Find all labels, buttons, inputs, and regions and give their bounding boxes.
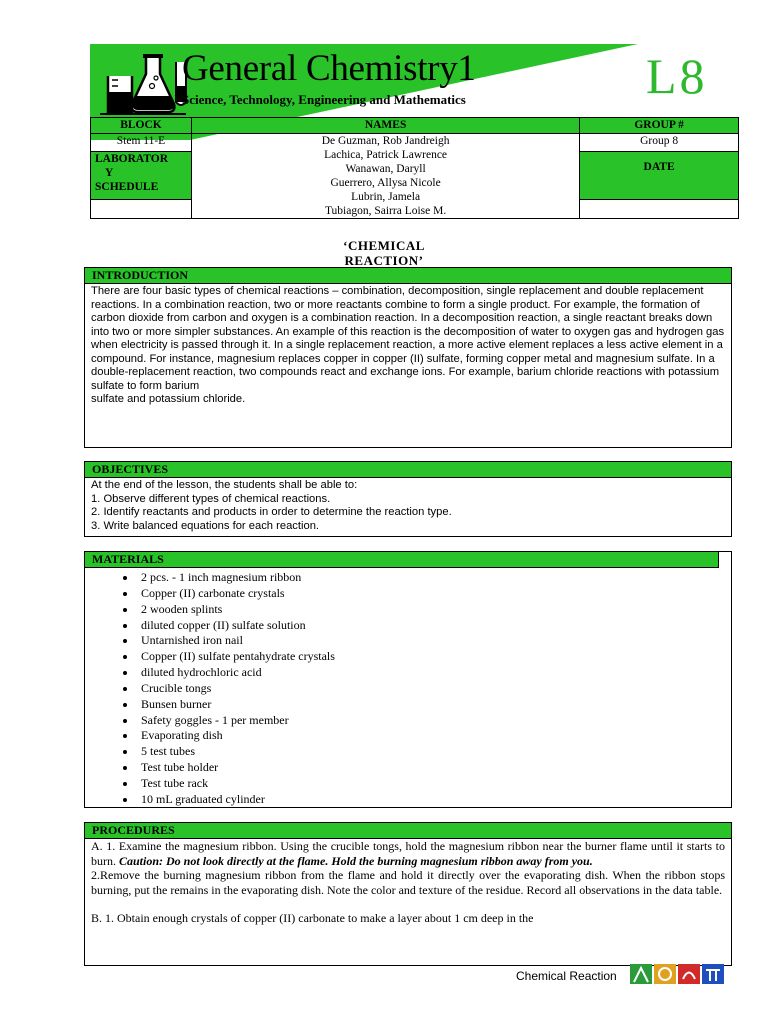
member-name: Tubiagon, Sairra Loise M.	[324, 205, 447, 217]
material-item: • Bunsen burner	[137, 697, 731, 713]
document-subtitle: Science, Technology, Engineering and Mathematics	[182, 92, 466, 107]
procedures-text	[85, 839, 731, 926]
material-item: • 2 pcs. - 1 inch magnesium ribbon	[137, 570, 731, 586]
lab-code: L8	[646, 48, 708, 104]
stem-icons-logo	[630, 964, 724, 984]
material-item: • Evaporating dish	[137, 728, 731, 744]
report-title: ‘CHEMICAL REACTION’	[343, 238, 425, 268]
document-title: General Chemistry1	[182, 48, 476, 89]
objectives-section	[84, 461, 732, 537]
member-name: Lachica, Patrick Lawrence	[324, 149, 448, 161]
materials-section	[84, 551, 732, 808]
names-list	[191, 134, 579, 219]
material-item: • diluted copper (II) sulfate solution	[137, 618, 731, 634]
procedure-a1: A. 1. Examine the magnesium ribbon. Using the crucible tongs, hold the magnesium ribbon near the burner flame until it starts to burn. Caution: Do not look directly at the flame. Hold the burning magnesium ribbon away from you.	[91, 839, 725, 868]
objective-item: 1. Observe different types of chemical reactions.	[91, 492, 331, 505]
introduction-text: There are four basic types of chemical reactions – combination, decomposition, single replacement and double replacement reactions. In a combination reaction, two or more reactants combine to form a single product. For example, the formation of carbon dioxide from carbon and oxygen is a combination reaction. In a decomposition reaction, a single reactant breaks down into two or more simpler substances. An example of this reaction is the decomposition of water to oxygen gas and hydrogen gas when electricity is passed through it. In a single replacement reaction, a more active element replaces a less active element in a compound. For instance, magnesium replaces copper in copper (II) sulfate, forming copper metal and magnesium sulfate. In a double-replacement reaction, two compounds react and exchange ions. For example, barium chloride reactions with potassium sulfate to form barium sulfate and potassium chloride.	[91, 285, 725, 405]
footer-label: Chemical Reaction	[516, 969, 617, 983]
member-name: Lubrin, Jamela	[351, 191, 421, 203]
objective-item: 2. Identify reactants and products in order to determine the reaction type.	[91, 506, 452, 518]
material-item: • diluted hydrochloric acid	[137, 665, 731, 681]
material-item: • Test tube holder	[137, 760, 731, 776]
date-value	[580, 200, 739, 219]
objectives-intro: At the end of the lesson, the students shall be able to:	[91, 479, 358, 491]
member-name: Guerrero, Allysa Nicole	[330, 177, 441, 189]
procedures-section	[84, 822, 732, 966]
caution-note: Caution: Do not look directly at the flame. Hold the burning magnesium ribbon away from you.	[119, 853, 593, 868]
materials-heading: MATERIALS	[85, 552, 719, 568]
lab-schedule-value	[91, 200, 192, 219]
group-header: GROUP #	[580, 118, 739, 134]
lab-glassware-logo	[98, 52, 188, 116]
procedures-heading: PROCEDURES	[85, 823, 731, 839]
objectives-heading: OBJECTIVES	[85, 462, 731, 478]
materials-list	[85, 570, 731, 808]
objective-item: 3. Write balanced equations for each reaction.	[91, 519, 320, 532]
procedure-a2: 2.Remove the burning magnesium ribbon from the flame and hold it directly over the evaporating dish. When the ribbon stops burning, put the remains in the evaporating dish. Note the color and texture of the residue. Record all observations in the data table.	[91, 868, 725, 897]
group-value: Group 8	[580, 134, 739, 152]
group-info-table	[90, 117, 739, 219]
material-item: • Untarnished iron nail	[137, 633, 731, 649]
material-item: • Copper (II) carbonate crystals	[137, 586, 731, 602]
lab-schedule-label: LABORATOR Y SCHEDULE	[91, 152, 192, 200]
date-label: DATE	[580, 152, 739, 200]
member-name: De Guzman, Rob Jandreigh	[321, 135, 450, 147]
material-item: • Test tube rack	[137, 776, 731, 792]
material-item: • Safety goggles - 1 per member	[137, 713, 731, 729]
block-header: BLOCK	[91, 118, 192, 134]
material-item: • 10 mL graduated cylinder	[137, 792, 731, 808]
member-name: Wanawan, Daryll	[345, 163, 426, 175]
procedure-b1: B. 1. Obtain enough crystals of copper (II) carbonate to make a layer about 1 cm deep in the	[91, 911, 534, 925]
introduction-heading: INTRODUCTION	[85, 268, 731, 284]
material-item: • Crucible tongs	[137, 681, 731, 697]
objectives-list	[85, 478, 731, 534]
block-value: Stem 11-E	[91, 134, 192, 152]
material-item: • 2 wooden splints	[137, 602, 731, 618]
introduction-section	[84, 267, 732, 448]
names-header: NAMES	[191, 118, 579, 134]
material-item: • Copper (II) sulfate pentahydrate crystals	[137, 649, 731, 665]
material-item: • 5 test tubes	[137, 744, 731, 760]
